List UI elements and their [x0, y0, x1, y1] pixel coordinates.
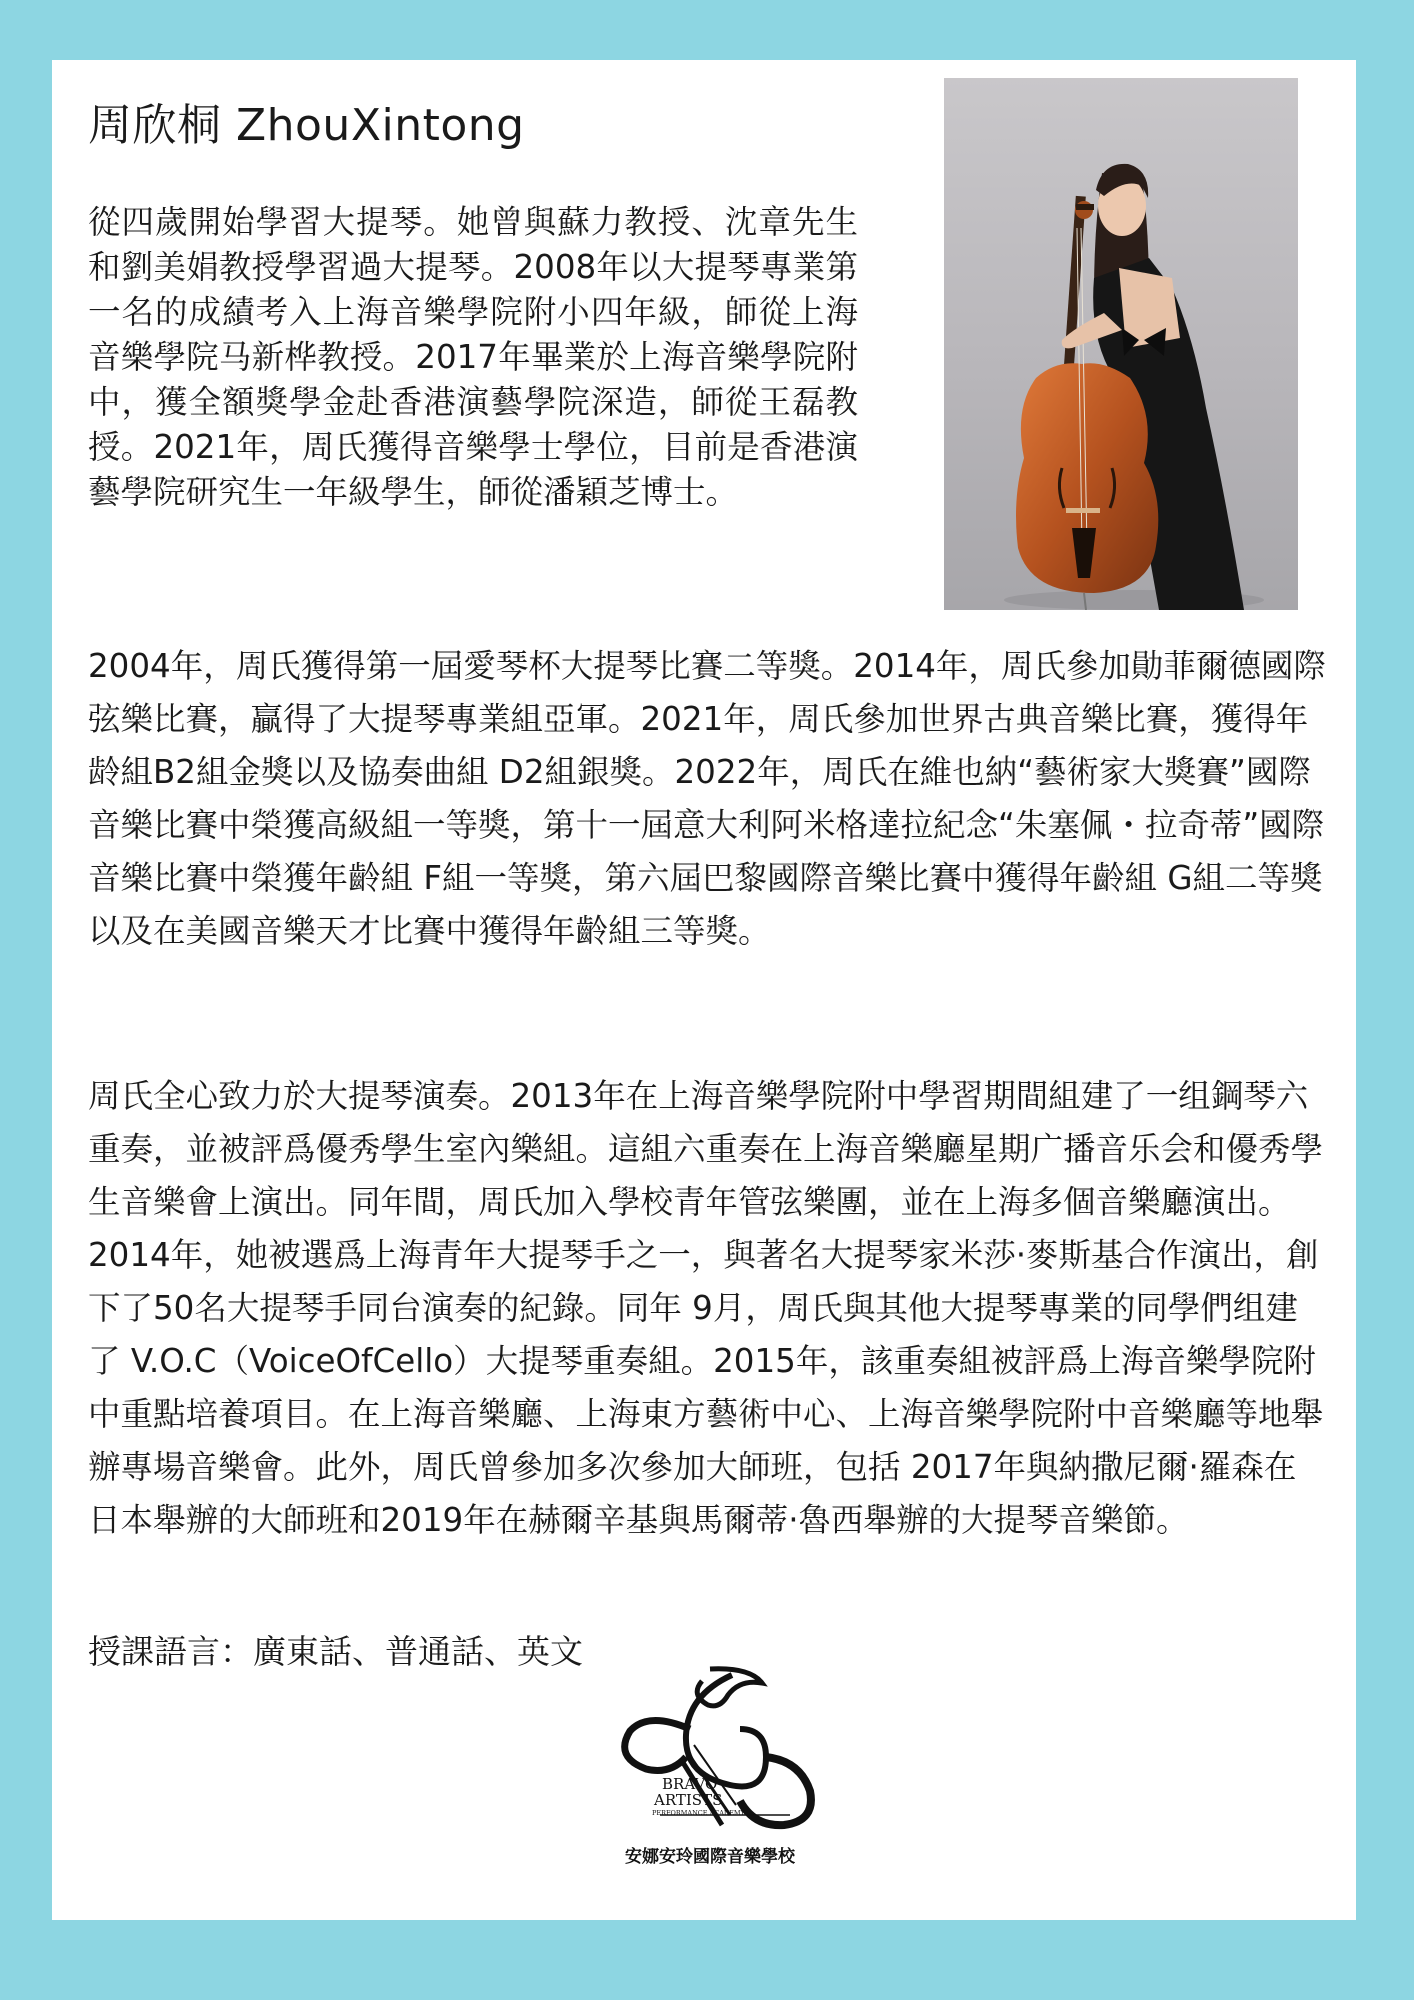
- teaching-languages: 授課語言：廣東話、普通話、英文: [88, 1632, 583, 1671]
- cellist-illustration: [944, 78, 1298, 610]
- bio-page: [52, 60, 1356, 1920]
- page-title: 周欣桐 ZhouXintong: [88, 100, 525, 151]
- portrait-photo: [944, 78, 1298, 610]
- bravo-artists-logo-mark: [590, 1665, 830, 1875]
- logo-word-bravo: BRAVO: [662, 1775, 718, 1793]
- academy-logo: [590, 1665, 830, 1875]
- awards-paragraph: 2004年，周氏獲得第一屆愛琴杯大提琴比賽二等獎。2014年，周氏參加勛菲爾德國際弦樂比賽，贏得了大提琴專業組亞軍。2021年，周氏參加世界古典音樂比賽，獲得年龄組B2組金獎以及協奏曲組 D2組銀獎。2022年，周氏在維也納“藝術家大獎賽”國際音樂比賽中榮獲高級組一等獎，第十一屆意大利阿米格達拉紀念“朱塞佩・拉奇蒂”國際音樂比賽中榮獲年齡組 F組一等獎，第六屆巴黎國際音樂比賽中獲得年齡組 G組二等獎以及在美國音樂天才比賽中獲得年齡組三等獎。: [88, 647, 1326, 950]
- logo-word-artists: ARTISTS: [654, 1791, 723, 1809]
- intro-paragraph: 從四歲開始學習大提琴。她曾與蘇力教授、沈章先生和劉美娟教授學習過大提琴。2008年以大提琴專業第一名的成績考入上海音樂學院附小四年級，師從上海音樂學院马新桦教授。2017年畢業於上海音樂學院附中，獲全額獎學金赴香港演藝學院深造，師從王磊教授。2021年，周氏獲得音樂學士學位，目前是香港演藝學院研究生一年級學生，師從潘穎芝博士。: [88, 203, 858, 511]
- logo-subtitle: PERFORMANCE ACADEMY: [652, 1809, 745, 1817]
- chamber-paragraph: 周氏全心致力於大提琴演奏。2013年在上海音樂學院附中學習期間組建了一组鋼琴六重奏，並被評爲優秀學生室內樂組。這組六重奏在上海音樂廳星期广播音乐会和優秀學生音樂會上演出。同年間，周氏加入學校青年管弦樂團，並在上海多個音樂廳演出。2014年，她被選爲上海青年大提琴手之一，與著名大提琴家米莎·麥斯基合作演出，創下了50名大提琴手同台演奏的紀錄。同年 9月，周氏與其他大提琴專業的同學們组建了 V.O.C（VoiceOfCello）大提琴重奏組。2015年，該重奏組被評爲上海音樂學院附中重點培養項目。在上海音樂廳、上海東方藝術中心、上海音樂學院附中音樂廳等地舉辦專場音樂會。此外，周氏曾參加多次參加大師班，包括 2017年與納撒尼爾·羅森在日本舉辦的大師班和2019年在赫爾辛基與馬爾蒂·魯西舉辦的大提琴音樂節。: [88, 1077, 1324, 1539]
- logo-chinese-name: 安娜安玲國際音樂學校: [625, 1847, 795, 1867]
